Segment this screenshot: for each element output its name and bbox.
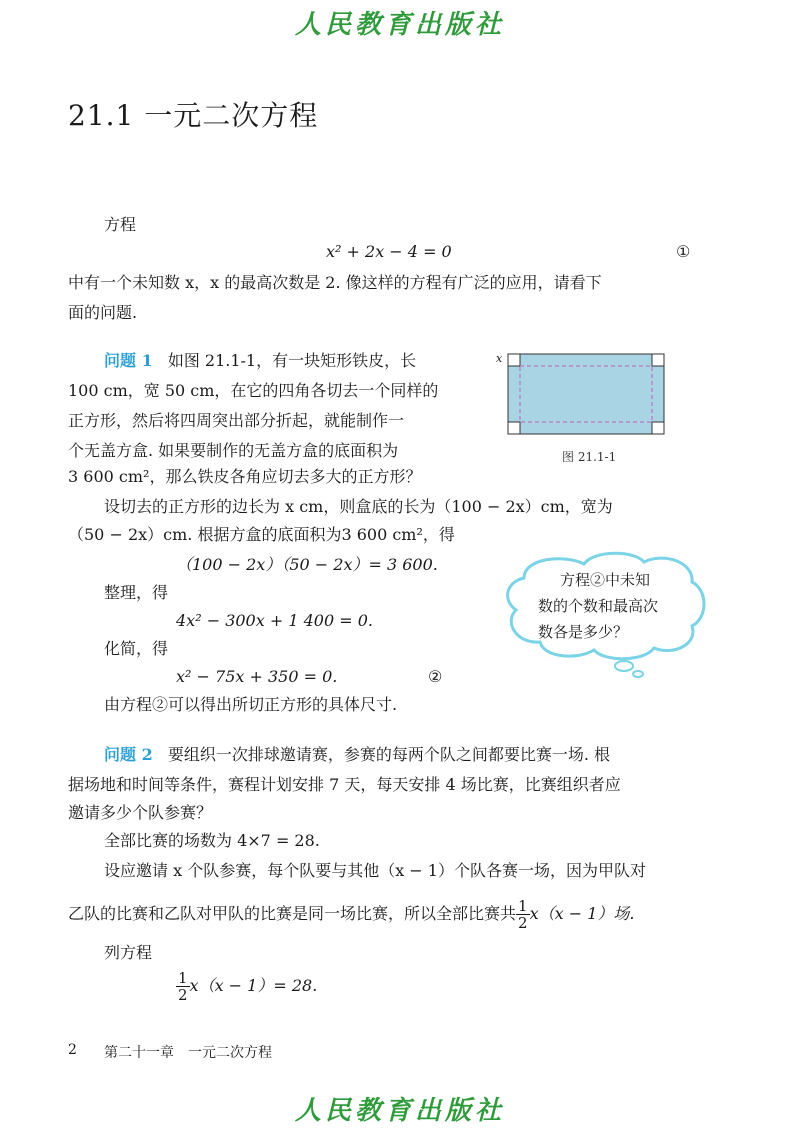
solution-1-line-1: 设切去的正方形的边长为 x cm，则盒底的长为（100 − 2x）cm，宽为 <box>104 497 613 516</box>
page-number: 2 <box>68 1042 77 1058</box>
problem-2-label: 问题 2 <box>104 745 153 764</box>
problem-2-line-6 <box>68 898 634 931</box>
iron-sheet-diagram <box>494 346 674 442</box>
chapter-title: 第二十一章 一元二次方程 <box>104 1045 272 1061</box>
figure-x-label: x <box>496 352 503 365</box>
fraction-half: $\frac{1}{2}$ <box>518 897 528 932</box>
solution-conclusion: 由方程②可以得出所切正方形的具体尺寸. <box>104 695 398 714</box>
problem-2-line-7: 列方程 <box>104 943 153 962</box>
equation-1: x² + 2x − 4 = 0 <box>326 242 452 261</box>
problem-2-line-6-text: 乙队的比赛和乙队对甲队的比赛是同一场比赛，所以全部比赛共 <box>68 904 517 923</box>
corner-square-bl <box>508 422 520 434</box>
intro-label: 方程 <box>104 215 137 234</box>
solution-eq-3: x² − 75x + 350 = 0. <box>176 667 338 686</box>
publisher-footer: 人民教育出版社 <box>294 1096 505 1126</box>
corner-square-tr <box>652 354 664 366</box>
problem-1-line-1: 如图 21.1-1，有一块矩形铁皮，长 <box>167 351 417 370</box>
solution-step-1: 整理，得 <box>104 583 169 602</box>
corner-square-tl <box>508 354 520 366</box>
equation-2-marker: ② <box>428 667 443 686</box>
solution-1-line-2: （50 − 2x）cm. 根据方盒的底面积为3 600 cm²，得 <box>68 525 455 544</box>
section-title: 21.1 一元二次方程 <box>68 99 319 132</box>
problem-2-line-2: 据场地和时间等条件，赛程计划安排 7 天，每天安排 4 场比赛，比赛组织者应 <box>68 775 621 794</box>
problem-1-line-3: 正方形，然后将四周突出部分折起，就能制作一 <box>68 411 405 430</box>
intro-line-1: 中有一个未知数 x，x 的最高次数是 2. 像这样的方程有广泛的应用，请看下 <box>68 273 602 292</box>
problem-2-line-3: 邀请多少个队参赛？ <box>68 803 213 822</box>
problem-1-line-2: 100 cm，宽 50 cm，在它的四角各切去一个同样的 <box>68 381 439 400</box>
fraction-half-eq: $\frac{1}{2}$ <box>178 969 188 1004</box>
problem-1-label: 问题 1 <box>104 351 153 370</box>
problem-2-line-5: 设应邀请 x 个队参赛，每个队要与其他（x − 1）个队各赛一场，因为甲队对 <box>104 861 646 880</box>
equation-1-marker: ① <box>676 242 691 261</box>
solution-step-2: 化简，得 <box>104 639 169 658</box>
corner-square-br <box>652 422 664 434</box>
cloud-line-1: 方程②中未知 <box>560 571 651 589</box>
cloud-line-3: 数各是多少？ <box>538 623 629 641</box>
problem-1-line-4: 个无盖方盒. 如果要制作的无盖方盒的底面积为 <box>68 441 399 460</box>
problem-2-line-4: 全部比赛的场数为 4×7 = 28. <box>104 831 320 850</box>
thought-cloud <box>494 548 714 678</box>
figure-21-1-1 <box>494 346 674 442</box>
publisher-header: 人民教育出版社 <box>294 10 505 40</box>
intro-line-2: 面的问题. <box>68 303 138 322</box>
problem-2-line-1: 要组织一次排球邀请赛，参赛的每两个队之间都要比赛一场. 根 <box>167 745 610 764</box>
problem-1-line-5: 3 600 cm²，那么铁皮各角应切去多大的正方形？ <box>68 467 422 486</box>
problem-2-line-6-tail: x（x − 1）场. <box>529 904 635 923</box>
problem-2-equation-tail: x（x − 1）= 28. <box>189 976 318 995</box>
solution-eq-1: （100 − 2x）（50 − 2x）= 3 600. <box>176 555 438 574</box>
problem-2-equation <box>176 970 317 1003</box>
figure-caption: 图 21.1-1 <box>562 450 617 464</box>
solution-eq-2: 4x² − 300x + 1 400 = 0. <box>176 611 373 630</box>
cloud-line-2: 数的个数和最高次 <box>538 597 659 615</box>
